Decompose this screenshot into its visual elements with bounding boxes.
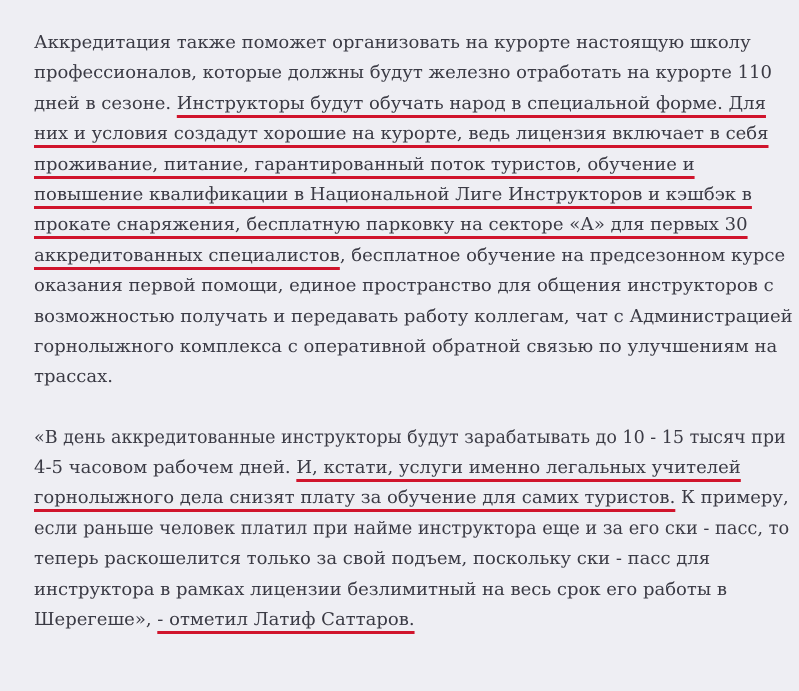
text-line [34, 150, 794, 180]
highlighted-text-run: них и условия создадут хорошие на курорте, ведь лицензия включает в себя [34, 123, 769, 145]
text-run: профессионалов, которые должны будут железно отработать на курорте 110 [34, 62, 772, 84]
text-line [34, 58, 794, 88]
text-run: , бесплатное обучение на предсезонном курсе [339, 244, 786, 266]
highlighted-text-run: И, кстати, услуги именно легальных учителей [296, 457, 741, 479]
text-line [34, 423, 794, 453]
text-line [34, 210, 794, 240]
highlighted-text-run: - отметил Латиф Саттаров. [157, 609, 415, 631]
text-run: «В день аккредитованные инструкторы будут зарабатывать до 10 - 15 тысяч при [34, 427, 786, 448]
highlighted-text-run: проживание, питание, гарантированный поток туристов, обучение и [34, 153, 695, 175]
text-line [34, 241, 794, 271]
text-line [34, 302, 794, 332]
text-line [34, 332, 794, 362]
text-run: если раньше человек платил при найме инструктора еще и за его ски - пасс, то [34, 518, 790, 539]
text-run: возможностью получать и передавать работу коллегам, чат с Администрацией [34, 305, 793, 327]
text-line [34, 119, 794, 149]
text-run: трассах. [34, 366, 113, 388]
text-line [34, 605, 794, 635]
highlighted-text-run: повышение квалификации в Национальной Лиге Инструкторов и кэшбэк в [34, 183, 752, 205]
text-run: Аккредитация также поможет организовать на курорте настоящую школу [34, 32, 751, 53]
text-line [34, 180, 794, 210]
text-line [34, 271, 794, 301]
text-line [34, 362, 794, 392]
text-line [34, 514, 794, 544]
text-run: К примеру, [675, 487, 789, 509]
paragraph-quote [34, 423, 794, 636]
highlighted-text-run: прокате снаряжения, бесплатную парковку на секторе «А» для первых 30 [34, 214, 748, 236]
text-line [34, 28, 794, 58]
text-run: дней в сезоне. [34, 92, 177, 114]
article-body [34, 28, 794, 635]
text-run: оказания первой помощи, единое пространство для общения инструкторов с [34, 275, 774, 297]
highlighted-text-run: аккредитованных специалистов [34, 244, 340, 266]
paragraph-accreditation [34, 28, 794, 393]
text-line [34, 483, 794, 513]
text-line [34, 89, 794, 119]
text-line [34, 544, 794, 574]
text-run: 4-5 часовом рабочем дней. [34, 457, 297, 479]
text-run: горнолыжного комплекса с оперативной обратной связью по улучшениям на [34, 335, 778, 357]
highlighted-text-run: горнолыжного дела снизят плату за обучение для самих туристов. [34, 487, 676, 509]
text-run: инструктора в рамках лицензии безлимитный на весь срок его работы в [34, 578, 728, 600]
text-line [34, 575, 794, 605]
text-run: Шерегеше», [34, 609, 158, 631]
highlighted-text-run: Инструкторы будут обучать народ в специальной форме. Для [176, 92, 766, 114]
text-run: теперь раскошелится только за свой подъем, поскольку ски - пасс для [34, 548, 711, 570]
text-line [34, 453, 794, 483]
